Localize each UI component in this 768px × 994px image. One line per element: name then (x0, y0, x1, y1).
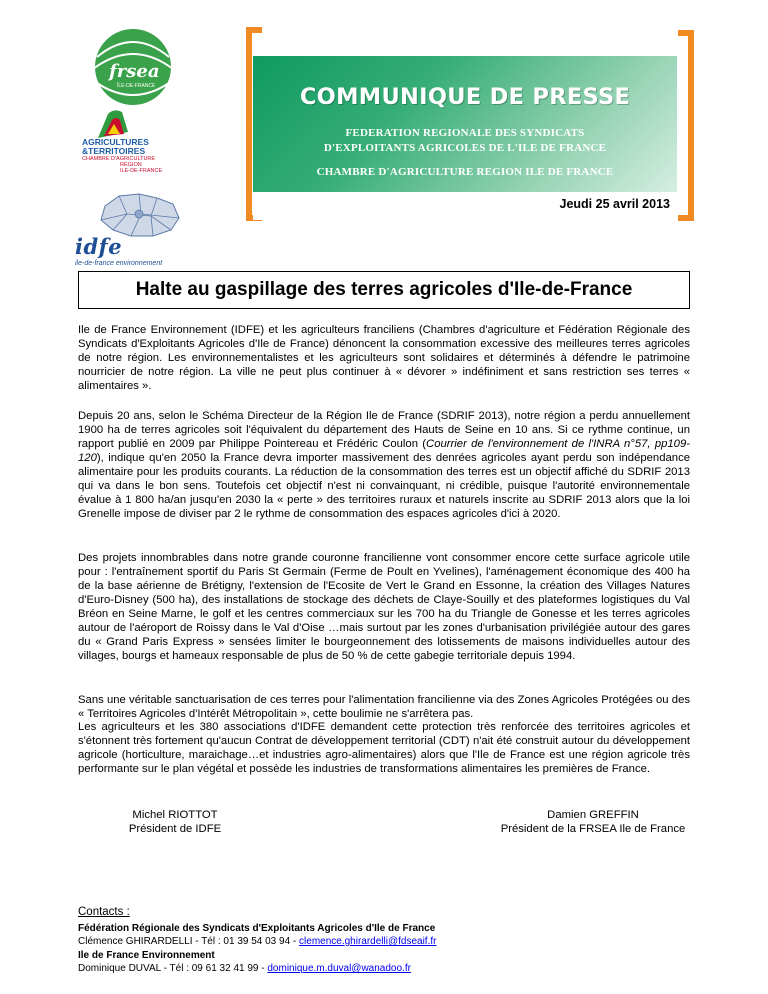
frsea-region: ÎLE-DE-FRANCE (117, 83, 156, 89)
contact-org-frsea: Fédération Régionale des Syndicats d'Exploitants Agricoles d'Ile de France (78, 923, 436, 934)
chambre-emblem-icon (94, 108, 134, 140)
signatory-role: Président de la FRSEA Ile de France (500, 823, 686, 835)
paragraph-sdrif (78, 409, 690, 521)
email-link[interactable]: dominique.m.duval@wanadoo.fr (267, 963, 411, 974)
signatory-name: Michel RIOTTOT (132, 809, 218, 821)
at-line-4: RÉGION (120, 162, 142, 168)
frsea-wordmark: frsea (109, 61, 160, 82)
federation-line-2: D'EXPLOITANTS AGRICOLES DE L'ILE DE FRANCE (323, 142, 607, 154)
signature-idfe (110, 808, 240, 836)
at-line-3: CHAMBRE D'AGRICULTURE (82, 156, 156, 162)
chambre-name: CHAMBRE D'AGRICULTURE REGION ILE DE FRANCE (316, 166, 614, 178)
banner-right-bracket (678, 30, 694, 221)
federation-name (253, 126, 677, 156)
contact-person: Clémence GHIRARDELLI - Tél : 01 39 54 03 94 - (78, 936, 300, 947)
agricultures-territoires-text (82, 138, 162, 174)
paragraph-intro: Ile de France Environnement (IDFE) et les agriculteurs franciliens (Chambres d'agriculture et Fédération Régionale des Syndicats d'Exploitants Agricoles d'Ile de France) dénoncent la consommation excessive des meilleures terres agricoles de notre région. Les environnementalistes et les agriculteurs sont solidaires et déterminés à défendre le patrimoine nourricier de notre région. La ville ne peut plus continuer à « dévorer » indéfiniment et sans restriction ses terres « alimentaires ». (78, 324, 690, 392)
contact-person: Dominique DUVAL - Tél : 09 61 32 41 99 - (78, 963, 268, 974)
idfe-wordmark: idfe (75, 234, 123, 259)
paragraph-demand: Les agriculteurs et les 380 associations d'IDFE demandent cette protection très renforcée des territoires agricoles et s'étonnent très fortement qu'aucun Contrat de développement territorial (CDT) n'ait été construit autour du développement agricole (horticulture, maraichage…et industries agro-alimentaires) alors que l'Ile de France est une région agricole très performante sur le plan végétal et possède les industries de transformations alimentaires les premières de France. (78, 721, 690, 775)
paragraph-projects: Des projets innombrables dans notre grande couronne francilienne vont consommer encore cette surface agricole utile pour : l'entraînement sportif du Paris St Germain (Ferme de Poult en Yvelines), l'aménagement économique des 400 ha de la base aérienne de Brétigny, l'extension de l'Ecosite de Vert le Grand en Essonne, la création des Villages Natures d'Euro-Disney (500 ha), des installations de stockage des déchets de Claye-Souilly et des plateformes logistiques du Val Bréon en Seine Marne, le golf et les centres commerciaux sur les 700 ha du Triangle de Gonesse et les terres agricoles autour de l'aéroport de Roissy dans le Val d'Oise …mais surtout par les zones d'urbanisation privilégiée autour des gares du « Grand Paris Express » sensées limiter le bourgeonnement des lotissements de maisons individuelles autour des villages, bourgs et hameaux responsable de plus de 50 % de cette gabegie territoriale depuis 1994. (78, 552, 690, 662)
press-release-title: COMMUNIQUE DE PRESSE (299, 84, 631, 110)
agricultures-territoires-logo (82, 108, 182, 188)
contacts-heading: Contacts : (78, 906, 130, 918)
ile-de-france-map-icon (95, 192, 185, 238)
contact-org-idfe: Ile de France Environnement (78, 950, 215, 961)
idfe-tagline: ile-de-france environnement (75, 260, 163, 267)
at-line-1: AGRICULTURES (82, 137, 149, 147)
at-line-5: ILE-DE-FRANCE (120, 168, 163, 174)
paragraph-sdrif-part-1: Depuis 20 ans, selon le Schéma Directeur de la Région Ile de France (SDRIF 2013), notre région a perdu annuellement 1900 ha de terres agricoles soit l'équivalent du département des Hauts de Seine en 10 ans. Si ce rythme continue, un rapport publié en 2009 par Philippe Pointereau et Frédéric Coulon ( (78, 410, 690, 450)
paragraph-sanctuarisation: Sans une véritable sanctuarisation de ces terres pour l'alimentation francilienne via des Zones Agricoles Protégées ou des « Territoires Agricoles d'Intérêt Métropolitain », cette boulimie ne s'arrêtera pas. (78, 694, 690, 720)
contact-line-frsea (78, 935, 436, 948)
email-link[interactable]: clemence.ghirardelli@fdseaif.fr (299, 936, 437, 947)
signatory-name: Damien GREFFIN (547, 809, 639, 821)
contact-line-idfe (78, 962, 411, 975)
signature-frsea (480, 808, 706, 836)
inra-citation: Courrier de l'environnement de l'INRA n°57, pp109-120 (78, 438, 690, 464)
at-line-2: &TERRITOIRES (82, 146, 146, 156)
release-date: Jeudi 25 avril 2013 (559, 197, 670, 211)
signatory-role: Président de IDFE (128, 823, 222, 835)
paragraph-sdrif-part-2: ), indique qu'en 2050 la France devra importer massivement des denrées agricoles ayant perdu son indépendance alimentaire pour les produits courants. La réduction de la consommation des terres est un objectif affiché du SDRIF 2013 qui va dans le bon sens. Toutefois cet objectif n'est ni convainquant, ni crédible, puisque l'autorité environnementale évalue à 1 800 ha/an jusqu'en 2030 la « perte » des territoires ruraux et naturels inscrite au SDRIF 2013 alors que la loi Grenelle impose de diviser par 2 le rythme de consommation des espaces agricoles d'ici à 2020. (78, 452, 690, 520)
federation-line-1: FEDERATION REGIONALE DES SYNDICATS (345, 127, 585, 139)
headline: Halte au gaspillage des terres agricoles d'Ile-de-France (78, 271, 690, 309)
frsea-logo (83, 27, 183, 107)
idfe-logo (73, 192, 191, 278)
